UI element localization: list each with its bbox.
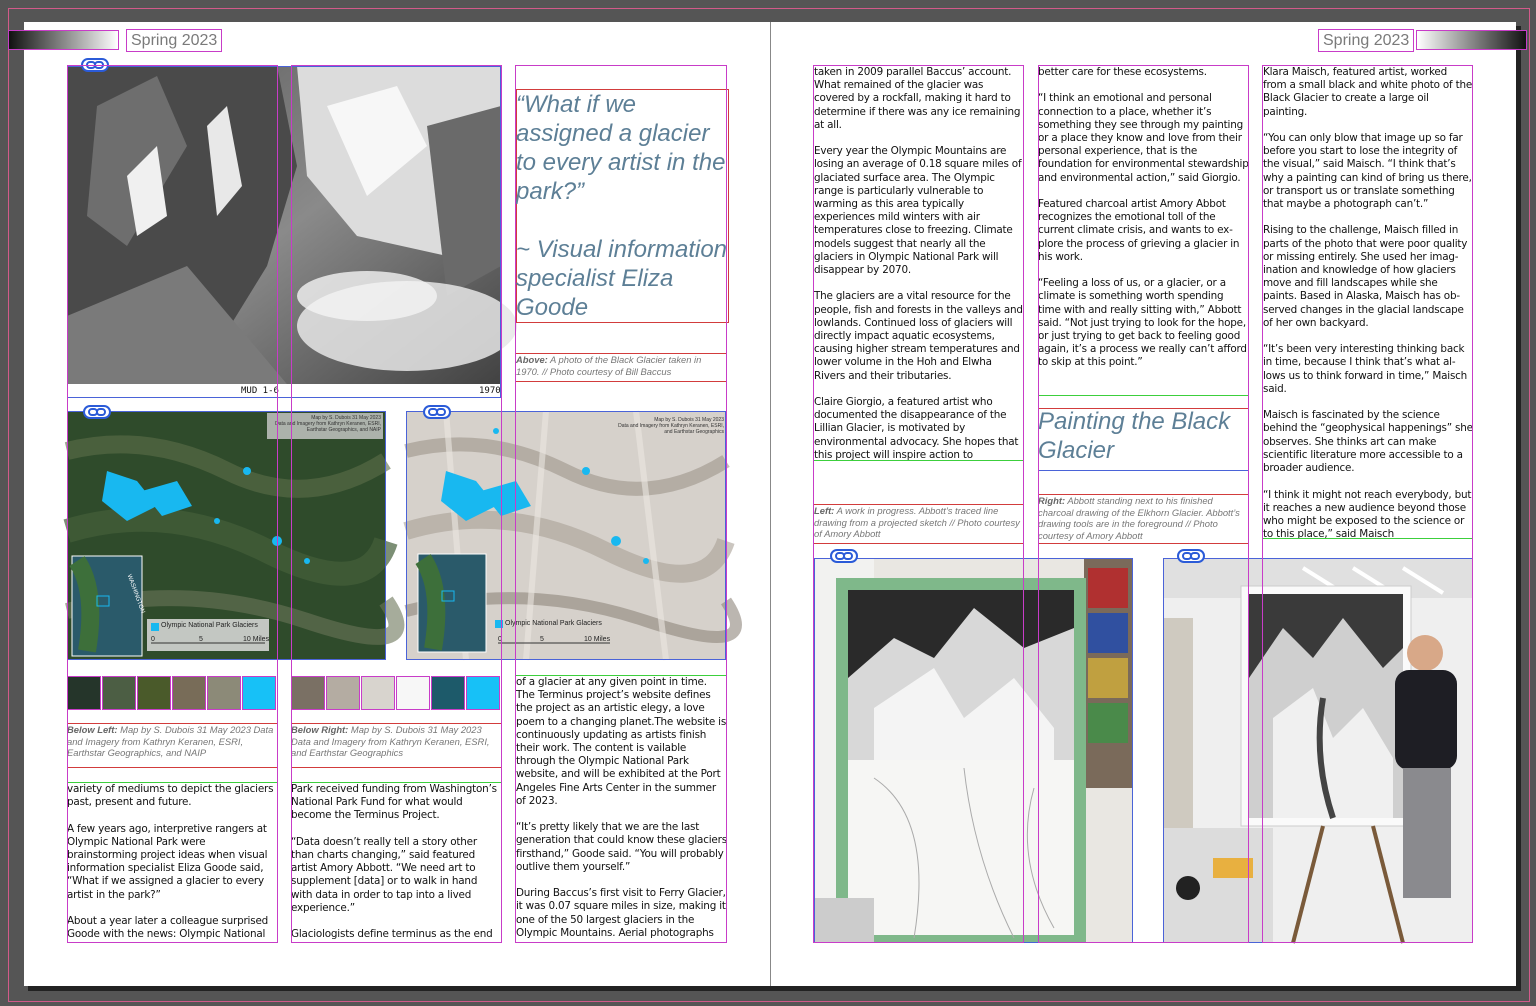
caption-right-text: Abbott standing next to his finished charcoal drawing of the Elkhorn Glacier. Abbott’s drawing tools are in the foreground // Photo courtesy of Amory Abbott	[1038, 495, 1240, 541]
column-guide	[291, 65, 502, 943]
map-left-scale-5: 5	[199, 636, 203, 643]
caption-above-text: A photo of the Black Glacier taken in 1970. // Photo courtesy of Bill Baccus	[516, 354, 702, 377]
map-left-scale-0: 0	[151, 636, 155, 643]
gradient-swatch-right[interactable]	[1416, 30, 1527, 50]
caption-left-label: Left:	[814, 505, 835, 516]
map-left-credit: Map by S. Dubois 31 May 2023 Data and Imagery from Kathryn Keranen, ESRI, Earthstar Geographics, and NAIP	[275, 415, 381, 433]
column-guide	[1262, 65, 1473, 943]
column-guide	[813, 65, 1024, 943]
body-column-3[interactable]: of a glacier at any given point in time. The Terminus project’s website defines the project as an artistic elegy, a love poem to a changing planet.The website is continuously updating as artists finish their work. The content is vailable through the Olympic National Park website, and will be exhibited at the Port Angeles Fine Arts Center in the summer of 2023. “It’s pretty likely that we are the last generation that could know these glaciers firsthand,” Goode said. “You will probably outlive them yourself.” During Baccus’s first visit to Ferry Glacier, it was 0.07 square miles in size, making it one of the 50 largest glaciers in the Olympic Mountains. Aerial photographs	[516, 676, 727, 939]
photo-mark-left: MUD 1-6	[241, 386, 279, 396]
caption-left-text: A work in progress. Abbott’s traced line drawing from a projected sketch // Photo courtesy of Amory Abbott	[814, 505, 1020, 540]
right-body-column-3[interactable]: Klara Maisch, featured artist, worked from a small black and white photo of the Black Glacier to create a large oil painting. “You can only blow that image up so far before you start to lose the integrity of the visual,” said Maisch. “I think that’s why a painting can kind of bring us there, or transport us or translate something that maybe a photograph can’t.” Rising to the challenge, Maisch filled in parts of the photo that were poor quality or missing entirely. She used her imag-ination and knowledge of how glaciers move and fill landscapes while she paints. Based in Alaska, Maisch has ob-served changes in the glacial landscape of her own backyard. “It’s been very interesting thinking back in time, because I think that’s what al-lows us to think forward in time,” Maisch said. Maisch is fascinated by the science behind the “geophysical happenings” she observes. She thinks art can make scientific literature more accessible to a broader audience. “I think it might not reach everybody, but it reaches a new audience beyond those who might be exposed to the science or to this place,” said Maisch	[1263, 66, 1473, 541]
caption-below-right-text: Map by S. Dubois 31 May 2023 Data and Imagery from Kathryn Keranen, ESRI, and Earthstar Geographics	[291, 724, 490, 759]
map-left-legend: Olympic National Park Glaciers	[161, 622, 258, 629]
body-column-1[interactable]: variety of mediums to depict the glaciers past, present and future. A few years ago, interpretive rangers at Olympic National Park were brainstorming project ideas when visual information specialist Eliza Goode said, “What if we assigned a glacier to every artist in the park?” About a year later a colleague surprised Goode with the news: Olympic National	[67, 783, 274, 941]
running-header-left[interactable]: Spring 2023	[126, 29, 222, 52]
caption-above-label: Above:	[516, 354, 548, 365]
running-header-right[interactable]: Spring 2023	[1318, 29, 1414, 52]
caption-below-right-label: Below Right:	[291, 724, 349, 735]
map-right-credit: Map by S. Dubois 31 May 2023 Data and Imagery from Kathryn Keranen, ESRI, and Earthstar Geographics	[618, 417, 724, 435]
column-guide	[515, 65, 727, 943]
photo-mark-right: 1970	[479, 386, 501, 396]
map-right-scale-0: 0	[498, 636, 502, 643]
section-heading[interactable]: Painting the Black Glacier	[1038, 408, 1231, 464]
caption-right-label: Right:	[1038, 495, 1066, 506]
map-right-scale-5: 5	[540, 636, 544, 643]
map-left-scale-10: 10 Miles	[243, 636, 270, 643]
body-column-2[interactable]: Park received funding from Washington’s National Park Fund for what would become the Terminus Project. “Data doesn’t really tell a story other than charts changing,” said featured artist Amory Abbott. “We need art to supplement [data] or to walk in hand with data in order to tap into a lived experience.” Glaciologists define terminus as the end	[291, 783, 497, 941]
column-guide	[1038, 65, 1249, 943]
right-body-column-1[interactable]: taken in 2009 parallel Baccus’ account. What remained of the glacier was covered by a rockfall, making it hard to determine if there was any ice remaining at all. Every year the Olympic Mountains are losing an average of 0.18 square miles of glaciated surface area. The Olympic range is particularly vulnerable to warming as this area typically experiences mild winters with air temperatures close to freezing. Climate models suggest that nearly all the glaciers in Olympic National Park will disappear by 2070. The glaciers are a vital resource for the people, fish and forests in the valleys and lowlands. Continued loss of glaciers will directly impact aquatic ecosystems, causing higher stream temperatures and lower volume in the Hoh and Elwha Rivers and their tributaries. Claire Giorgio, a featured artist who documented the disappearance of the Lillian Glacier, is motivated by environmental advocacy. She hopes that this project will inspire action to	[814, 66, 1023, 461]
pull-quote[interactable]: “What if we assigned a glacier to every artist in the park?” ~ Visual information specialist Eliza Goode	[516, 91, 728, 321]
right-body-column-2[interactable]: better care for these ecosystems. “I think an emotional and personal connection to a place, whether it’s something they see through my painting or a place they know and love from their personal experience, that is the foundation for environmental stewardship and environmental action,” said Giorgio. Featured charcoal artist Amory Abbot recognizes the emotional toll of the current climate crisis, and wants to ex-plore the process of grieving a glacier in his work. “Feeling a loss of us, or a glacier, or a climate is something worth spending time with and really sitting with,” Abbott said. “Not just trying to look for the hope, or just trying to get back to feeling good again, it’s a process we really can’t afford to skip at this point.”	[1038, 66, 1249, 369]
map-right-legend: Olympic National Park Glaciers	[505, 620, 602, 627]
gradient-swatch-left[interactable]	[8, 30, 119, 50]
caption-below-left-text: Map by S. Dubois 31 May 2023 Data and Imagery from Kathryn Keranen, ESRI, Earthstar Geographics, and NAIP	[67, 724, 274, 759]
map-left-inset-label: WASHINGTON	[125, 573, 146, 615]
map-right-scale-10: 10 Miles	[584, 636, 611, 643]
column-guide	[67, 65, 278, 943]
caption-below-left-label: Below Left:	[67, 724, 118, 735]
